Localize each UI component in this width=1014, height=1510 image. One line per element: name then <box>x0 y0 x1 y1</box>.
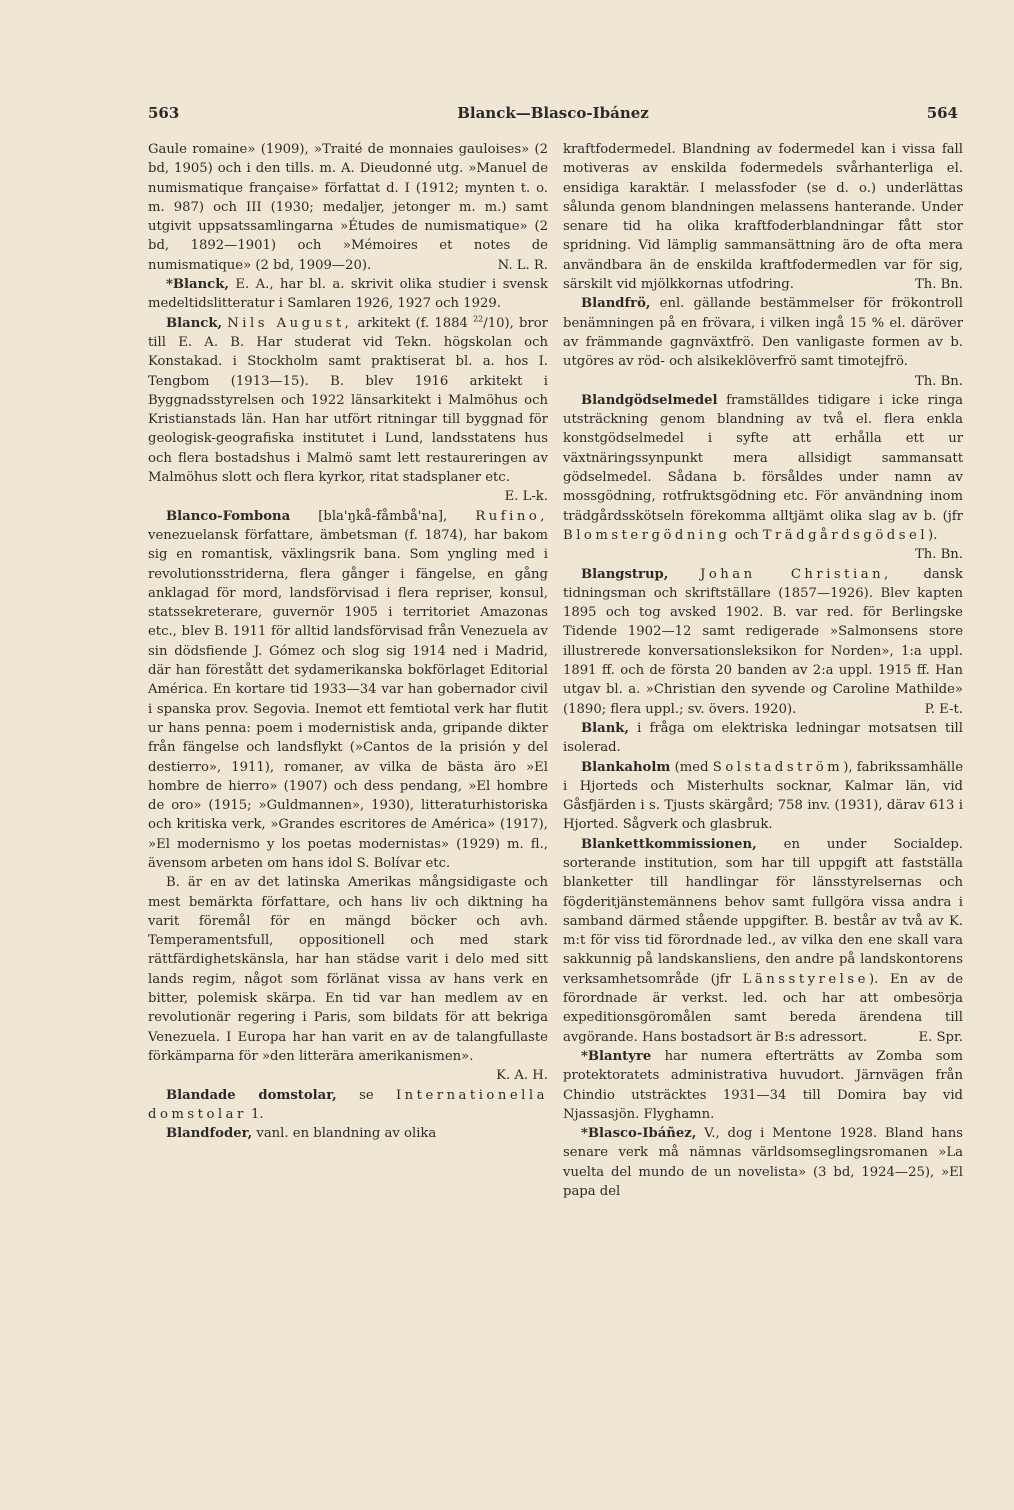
date-superscript: 22 <box>473 314 484 324</box>
entry-blank: Blank, i fråga om elektriska ledningar motsatsen till isolerad. <box>563 720 963 756</box>
spaced-name: Johan Christian, <box>700 566 892 582</box>
entry-blanck-ea: *Blanck, E. A., har bl. a. skrivit olika studier i svensk medeltidslitteratur i Samlaren 1926, 1927 och 1929. <box>148 277 548 312</box>
cross-reference: Blomstergödning <box>563 527 731 543</box>
entry-continuation: kraftfodermedel. Blandning av fodermedel kan i vissa fall motiveras av enskilda fodermedels svårhanterliga el. ensidiga karaktär. I melassfoder (se d. o.) underlättas sålunda genom blandningen melassens hanterande. Under senare tid ha olika kraftfoderblandningar fått stor spridning. Vid lämplig sammansättning äro de ofta mera användbara än de enskilda kraftfodermedlen var för sig, särskilt vid mjölkkornas utfodring. Th. Bn. <box>563 140 963 294</box>
entry-headword: Blandfoder, <box>166 1126 253 1142</box>
entry-blankettkommissionen: Blankettkommissionen, en under Socialdep. sorterande institution, som har till uppgift att fastställa blanketter till handlingar för länsstyrelsernas och fögderitjänstemännens behov samt fullgöra vissa andra i samband därmed stående uppgifter. B. består av två av K. m:t för viss tid förordnade led., av vilka den ene skall vara sakkunnig på landskansliens, den andre på landskontorens verksamhetsområde (jfr Länsstyrelse). En av de förordnade är verkst. led. och har att ombesörja expeditionsgöromålen samt bereda ärendena till avgörande. Hans bostadsort är B:s adressort. E. Spr. <box>563 835 963 1047</box>
cross-reference: Trädgårdsgödsel <box>762 527 929 543</box>
right-page-number: 564 <box>926 104 958 122</box>
entry-blankaholm: Blankaholm (med Solstadström), fabrikssamhälle i Hjorteds och Misterhults socknar, Kalmar län, vid Gåsfjärden i s. Tjusts skärgård; 758 inv. (1931), därav 613 i Hjorted. Sågverk och glasbruk. <box>563 759 964 833</box>
author-signature: E. L-k. <box>504 489 548 505</box>
entry-headword: Blangstrup, <box>581 566 669 582</box>
spaced-name: Nils August, <box>227 315 353 331</box>
entry-blangstrup: Blangstrup, Johan Christian, dansk tidningsman och skriftställare (1857—1926). Blev kapten 1895 och tog avsked 1902. B. var red. för Berlingske Tidende 1902—12 samt redigerade »Salmonsens store illustrerede konversationsleksikon for Norden», 1:a uppl. 1891 ff. och de första 20 banden av 2:a uppl. 1915 ff. Han utgav bl. a. »Christian den syvende og Caroline Mathilde» (1890; flera uppl.; sv. övers. 1920). P. E-t. <box>563 565 963 719</box>
entry-blandgodselmedel: Blandgödselmedel framställdes tidigare i icke ringa utsträckning genom blandning av två el. flera enkla konstgödselmedel i syfte att erhålla ett ur växtnäringssynpunkt mera allsidigt sammansatt gödselmedel. Sådana b. försåldes under namn av mossgödning, rotfruktsgödning etc. För användning inom trädgårdsskötseln förekomma alltjämt olika slag av b. (jfr Blomstergödning och Trädgårdsgödsel). Th. Bn. <box>563 391 963 565</box>
entry-headword: Blanck, <box>166 315 223 331</box>
entry-headword: Blank, <box>581 720 630 736</box>
entry-headword: Blandade domstolar, <box>166 1087 337 1103</box>
entry-paragraph: B. är en av det latinska Amerikas mångsidigaste och mest bemärkta författare, och hans liv och diktning ha varit föremål för en mängd böcker och avh. Temperamentsfull, oppositionell och med stark rättfärdighetskänsla, har han städse varit i delo med sitt lands regim, något som förlänat vissa av hans verk en bitter, polemisk skärpa. En tid var han medlem av en revolutionär regering i Paris, som bildats för att bekriga Venezuela. I Europa har han varit en av de talangfullaste förkämparna för »den litterära amerikanismen». K. A. H. <box>148 873 548 1085</box>
entry-headword: Blandfrö, <box>581 296 651 312</box>
entry-headword: Blankaholm <box>581 759 671 775</box>
running-title: Blanck—Blasco-Ibánez <box>457 104 649 122</box>
entry-headword: Blankettkommissionen, <box>581 836 757 852</box>
entry-blantyre: *Blantyre har numera efterträtts av Zomba som protektoratets administrativa huvudort. Järnvägen från Chindio utsträcktes 1931—34 till Domira bay vid Njassasjön. Flyghamn. <box>563 1048 963 1122</box>
cross-reference: Länsstyrelse <box>742 971 869 987</box>
author-signature: Th. Bn. <box>914 277 963 293</box>
entry-blanck-nils: Blanck, Nils August, arkitekt (f. 1884 $^{22}$/10), bror till E. A. B. Har studerat vid Tekn. högskolan och Konstakad. i Stockholm samt praktiserat bl. a. hos I. Tengbom (1913—15). B. blev 1916 arkitekt i Byggnadsstyrelsen och 1922 länsarkitekt i Malmöhus och Kristianstads län. Han har utfört ritningar till byggnad för geologisk-geografiska institutet i Lund, landsstatens hus och flera bostadshus i Malmö samt lett restaureringen av Malmöhus slott och flera kyrkor, ritat stadsplaner etc. E. L-k. <box>148 314 548 507</box>
spaced-name: Solstadström <box>712 759 844 775</box>
author-signature: N. L. R. <box>497 257 548 273</box>
entry-headword: *Blantyre <box>581 1048 652 1064</box>
running-header <box>148 104 958 128</box>
entry-blandfoder: Blandfoder, vanl. en blandning av olika <box>166 1126 437 1142</box>
entry-continuation: Gaule romaine» (1909), »Traité de monnaies gauloises» (2 bd, 1905) och i den tills. m. A. Dieudonné utg. »Manuel de numismatique française» författat d. I (1912; mynten t. o. m. 987) och III (1930; medaljer, jetonger m. m.) samt utgivit uppsatssamlingarna »Études de numismatique» (2 bd, 1892—1901) och »Mémoires et notes de numismatique» (2 bd, 1909—20). N. L. R. <box>148 140 548 275</box>
spaced-name: Rufino, <box>475 508 548 524</box>
entry-headword: *Blanck, <box>166 277 229 293</box>
right-column <box>563 140 963 1201</box>
cross-reference: Internationella domstolar <box>148 1087 548 1122</box>
entry-headword: Blanco-Fombona <box>166 508 291 524</box>
pronunciation: [bla'ŋkå-fåmbå'na], <box>290 508 476 524</box>
author-signature: K. A. H. <box>496 1068 548 1084</box>
left-column <box>148 140 548 1143</box>
author-signature: Th. Bn. <box>914 373 963 389</box>
entry-blandfro: Blandfrö, enl. gällande bestämmelser för frökontroll benämningen på en frövara, i vilken ingå 15 % el. däröver av främmande gagnväxtfrö. Den vanligaste formen av b. utgöres av röd- och alsikeklöverfrö samt timotejfrö. Th. Bn. <box>563 294 963 390</box>
entry-headword: *Blasco-Ibáñez, <box>581 1126 697 1142</box>
entry-headword: Blandgödselmedel <box>581 392 718 408</box>
entry-blandade-domstolar: Blandade domstolar, se Internationella domstolar 1. <box>148 1087 548 1122</box>
author-signature: E. Spr. <box>918 1029 963 1045</box>
left-page-number: 563 <box>148 104 180 122</box>
entry-blanco-fombona: Blanco-Fombona [bla'ŋkå-fåmbå'na], Rufino, venezuelansk författare, ämbetsman (f. 1874), har bakom sig en romantisk, växlingsrik bana. Som yngling med i revolutionsstriderna, flera gånger i fängelse, en gång anklagad för mord, landsförvisad i flera repriser, konsul, statssekreterare, guvernör 1905 i territoriet Amazonas etc., blev B. 1911 för alltid landsförvisad från Venezuela av sin dödsfiende J. Gómez och slog sig 1914 ned i Madrid, där han förestått det sydamerikanska bokförlaget Editorial América. En kortare tid 1933—34 var han gobernador civil i spanska prov. Segovia. Inemot ett femtiotal verk har flutit ur hans penna: poem i modernistisk anda, gripande dikter från fängelse och landsflykt (»Cantos de la prisión y del destierro», 1911), romaner, av vilka de bästa äro »El hombre de hierro» (1907) och dess pendang, »El hombre de oro» (1915; »Guldmannen», 1930), litteraturhistoriska och kritiska verk, »Grandes escritores de América» (1917), »El modernismo y los poetas modernistas» (1929) m. fl., ävensom arbeten om hans idol S. Bolívar etc. <box>148 508 548 871</box>
entry-blasco-ibanez: *Blasco-Ibáñez, V., dog i Mentone 1928. Bland hans senare verk må nämnas världsomseglingsromanen »La vuelta del mundo de un novelista» (3 bd, 1924—25), »El papa del <box>563 1126 963 1200</box>
author-signature: P. E-t. <box>924 701 963 717</box>
author-signature: Th. Bn. <box>914 547 963 563</box>
